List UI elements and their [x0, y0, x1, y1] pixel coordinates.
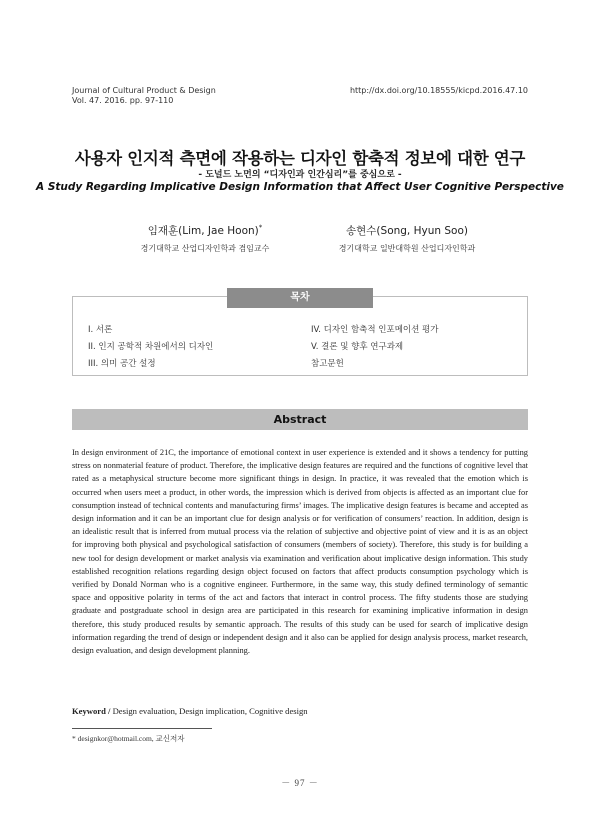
keywords [72, 706, 308, 716]
author-1-affiliation: 경기대학교 산업디자인학과 겸임교수 [140, 244, 270, 253]
toc-item-4: IV. 디자인 함축적 인포메이션 평가 [311, 325, 439, 335]
keyword-label: Keyword / [72, 706, 111, 716]
journal-info [72, 86, 216, 106]
keyword-values: Design evaluation, Design implication, Cognitive design [112, 706, 308, 716]
paper-title-english: A Study Regarding Implicative Design Information that Affect User Cognitive Perspective [36, 181, 564, 193]
author-2-affiliation: 경기대학교 일반대학원 산업디자인학과 [338, 244, 476, 253]
toc-item-5: V. 결론 및 향후 연구과제 [311, 342, 404, 352]
journal-volume: Vol. 47. 2016. pp. 97-110 [72, 96, 174, 105]
toc-item-1: I. 서론 [88, 325, 113, 335]
footnote: * designkor@hotmail.com, 교신저자 [72, 734, 185, 743]
abstract-body: In design environment of 21C, the importance of emotional context in user experience is extended and it shows a tendency for putting stress on nonmaterial feature of product. Therefore, the implicative design features are required and the functions of cognitive level that rated as a metaphysical structure become more significant things in design. In practice, it was revealed that the emotion which is occurred when users meet a product, in other words, the impression which is derived from objects is affected as an important clue for consumption instead of technical contents and manufacturing firms’ images. The implicative design features is became and accepted as design information and it can be an important clue for design analysis or for verification of consumers’ reaction. In addition, design is an idealistic result that is inferred from mutual process via the relation of subjective and objective point of view and it is as an object for improving both physical and psychological satisfaction of consumers (members of society). Therefore, this study is for building a new tool for design development or market analysis via examination and verification about implicative design information. This study established recognition relations regarding design object focused on factors that affect products consumption psychology which is verified by Donald Norman who is a cognitive engineer. Furthermore, in the same way, this study defined terminology of semantic space and oppositive polarity in terms of the act and factors that interact in control process. The fifty students those are studying graduate and postgraduate school in design area are participated in this research for examining implicative information in design therefore, this study produced results by semantic approach. The results of this study can be used for search of implicative design information regarding the trend of design or independent design and it also can be applied for design analysis process, market research, design evaluation, and design development planning. [72, 448, 528, 656]
toc-item-2: II. 인지 공학적 차원에서의 디자인 [88, 342, 214, 352]
toc-item-3: III. 의미 공간 설정 [88, 359, 156, 369]
abstract-heading: Abstract [72, 409, 528, 430]
corresponding-mark: * [258, 223, 263, 232]
paper-title-korean: 사용자 인지적 측면에 작용하는 디자인 함축적 정보에 대한 연구 [74, 149, 526, 168]
toc-item-6: 참고문헌 [311, 359, 344, 369]
doi-link[interactable]: http://dx.doi.org/10.18555/kicpd.2016.47.10 [349, 86, 528, 95]
author-2-name: 송현수(Song, Hyun Soo) [346, 225, 468, 237]
footnote-divider [72, 728, 212, 729]
journal-name: Journal of Cultural Product & Design [72, 86, 216, 95]
page-number: － 97 － [281, 778, 319, 788]
toc-label: 목차 [227, 288, 373, 308]
author-1-name: 임재훈(Lim, Jae Hoon)* [147, 223, 263, 237]
paper-subtitle: - 도널드 노먼의 “디자인과 인간심리”를 중심으로 - [198, 170, 402, 180]
